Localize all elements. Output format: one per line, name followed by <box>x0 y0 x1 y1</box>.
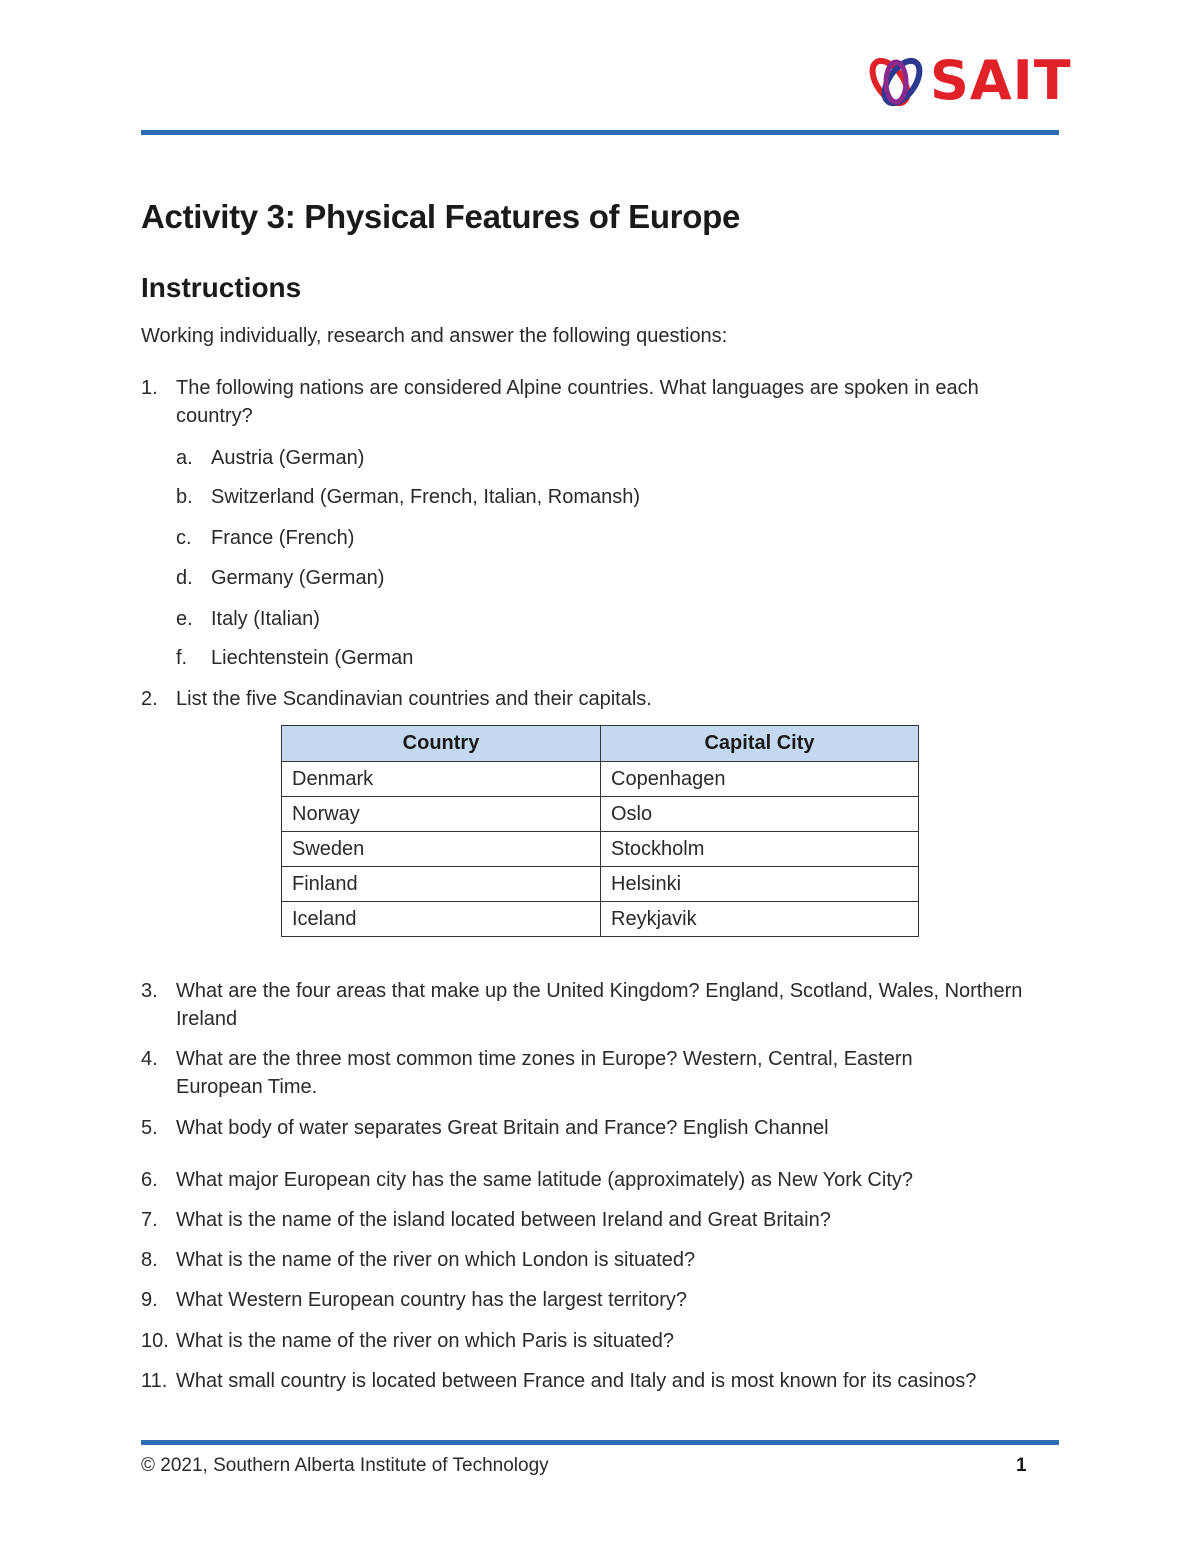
question-number: 5. <box>141 1117 158 1139</box>
capital-cell: Stockholm <box>601 832 919 867</box>
subitem-letter: f. <box>176 647 188 669</box>
table-row <box>282 832 919 867</box>
table-row <box>282 762 919 797</box>
subitem-letter: d. <box>176 567 193 589</box>
country-cell: Finland <box>282 867 601 902</box>
question-text: What is the name of the river on which London is situated? <box>176 1249 696 1271</box>
question-number: 4. <box>141 1048 158 1070</box>
page-number: 1 <box>1016 1455 1027 1476</box>
subitem-text: Germany (German) <box>211 567 385 589</box>
question-text: What major European city has the same latitude (approximately) as New York City? <box>176 1169 914 1191</box>
country-cell: Iceland <box>282 902 601 937</box>
table-row <box>282 797 919 832</box>
subitem-letter: c. <box>176 527 192 549</box>
question-number: 7. <box>141 1209 158 1231</box>
column-header-country: Country <box>282 726 601 762</box>
question-number: 11. <box>141 1370 168 1392</box>
question-text: What is the name of the island located between Ireland and Great Britain? <box>176 1209 831 1231</box>
question-text: What small country is located between France and Italy and is most known for its casinos? <box>176 1370 977 1392</box>
question-number: 2. <box>141 688 158 710</box>
question-text: List the five Scandinavian countries and their capitals. <box>176 688 652 710</box>
section-heading: Instructions <box>141 272 302 303</box>
question-text: What are the four areas that make up the United Kingdom? England, Scotland, Wales, Northern Ireland <box>176 980 1023 1030</box>
page-title: Activity 3: Physical Features of Europe <box>141 198 740 235</box>
footer-divider <box>141 1440 1059 1445</box>
question-number: 1. <box>141 377 158 399</box>
question-number: 10. <box>141 1330 169 1352</box>
question-number: 6. <box>141 1169 158 1191</box>
table-row <box>282 902 919 937</box>
country-cell: Norway <box>282 797 601 832</box>
capital-cell: Helsinki <box>601 867 919 902</box>
sait-logo-icon <box>868 52 932 112</box>
scandinavia-table <box>281 725 919 937</box>
subitem-text: Italy (Italian) <box>211 608 320 630</box>
column-header-capital: Capital City <box>601 726 919 762</box>
subitem-letter: a. <box>176 447 193 469</box>
question-text: What Western European country has the largest territory? <box>176 1289 687 1311</box>
capital-cell: Oslo <box>601 797 919 832</box>
subitem-letter: e. <box>176 608 193 630</box>
question-number: 3. <box>141 980 158 1002</box>
capital-cell: Reykjavik <box>601 902 919 937</box>
header-divider <box>141 130 1059 135</box>
logo-wordmark: SAIT <box>930 49 1072 112</box>
intro-text: Working individually, research and answer the following questions: <box>141 325 728 347</box>
country-cell: Sweden <box>282 832 601 867</box>
question-text: What is the name of the river on which Paris is situated? <box>176 1330 675 1352</box>
question-number: 8. <box>141 1249 158 1271</box>
subitem-text: France (French) <box>211 527 355 549</box>
question-text: What are the three most common time zones in Europe? Western, Central, Eastern European Time. <box>176 1048 913 1098</box>
subitem-text: Liechtenstein (German <box>211 647 414 669</box>
country-cell: Denmark <box>282 762 601 797</box>
subitem-letter: b. <box>176 486 193 508</box>
subitem-text: Switzerland (German, French, Italian, Romansh) <box>211 486 641 508</box>
subitem-text: Austria (German) <box>211 447 365 469</box>
table-row <box>282 867 919 902</box>
question-text: What body of water separates Great Britain and France? English Channel <box>176 1117 829 1139</box>
footer-copyright: © 2021, Southern Alberta Institute of Technology <box>141 1455 549 1476</box>
question-number: 9. <box>141 1289 158 1311</box>
question-text: The following nations are considered Alpine countries. What languages are spoken in each country? <box>176 377 979 427</box>
table-header-row <box>282 726 919 762</box>
capital-cell: Copenhagen <box>601 762 919 797</box>
